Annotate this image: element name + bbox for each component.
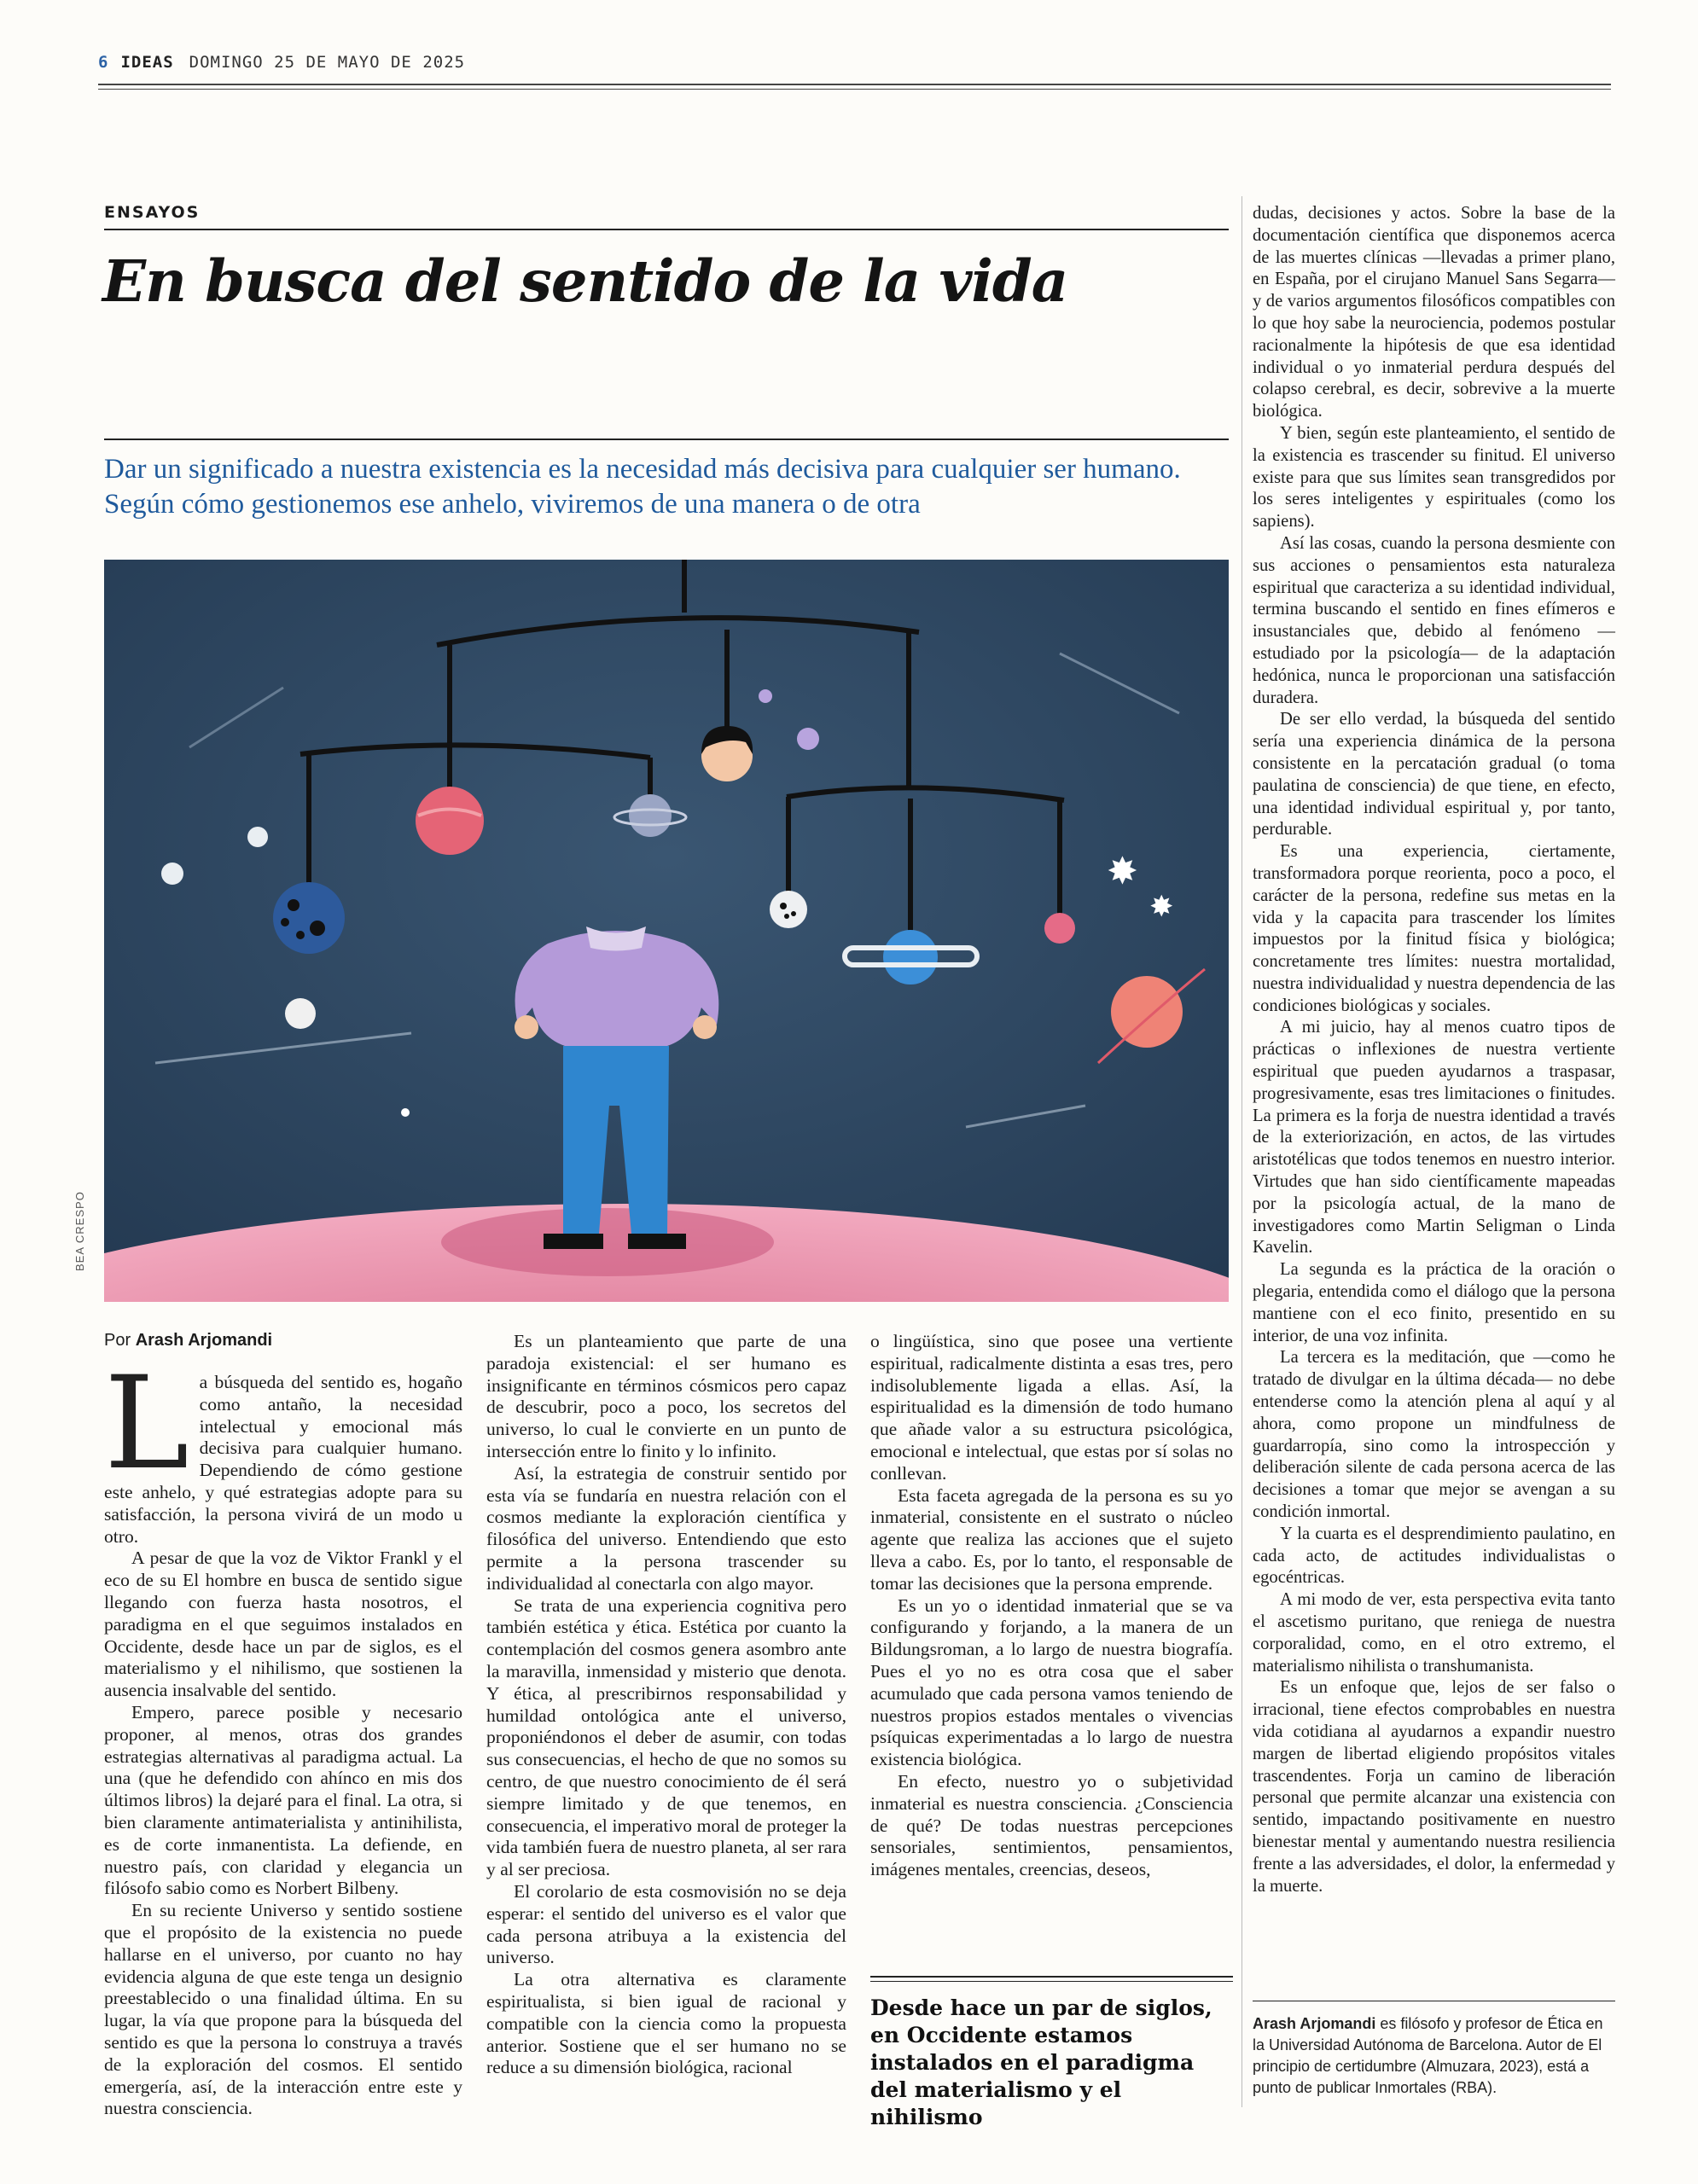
article-paragraph: El corolario de esta cosmovisión no se deja esperar: el sentido del universo es el valor que cada persona atribuya a la existencia del universo. [486,1880,846,1968]
svg-text:✸: ✸ [1149,890,1174,924]
illustration-credit: BEA CRESPO [73,1191,86,1271]
article-paragraph: Se trata de una experiencia cognitiva pero también estética y ética. Estética por cuanto la contemplación del cosmos genera asombro ante la maravilla, inmensidad y misterio que denota. Y ética, al prescribirnos responsabilidad y humildad ontológica ante el universo, proponiéndonos el deber de asumir, con todas sus consecuencias, el hecho de que no somos su centro, de que nuestro conocimiento de él será siempre limitado y de que tenemos, en consecuencia, el imperativo moral de proteger la vida también fuera de nuestro planeta, al ser rara y al ser preciosa. [486,1594,846,1880]
page-folio [98,53,465,72]
article-paragraph: Y la cuarta es el desprendimiento paulatino, en cada acto, de actitudes individualistas o egocéntricas. [1253,1524,1615,1588]
article-paragraph: La tercera es la meditación, que —como he tratado de divulgar en la última década— no debe entenderse como la atención plena al aquí y al ahora, como propone un mindfulness de guardarropía, sino como la introspección y deliberación silente de cada persona acerca de las decisiones a tomar que mejor se avengan a su condición inmortal. [1253,1348,1615,1522]
drop-cap: L [104,1350,189,1498]
headline: En busca del sentido de la vida [102,247,1068,315]
article-paragraph: Es un planteamiento que parte de una paradoja existencial: el ser humano es insignificante en términos cósmicos pero capaz de descubrir, poco a poco, los secretos del universo, lo cual le convierte en un punto de intersección entre lo finito y lo infinito. [486,1331,846,1461]
article-paragraph: o lingüística, sino que posee una vertiente espiritual, radicalmente distinta a esas tres, pero indisolublemente ligada a ellas. Así, la espiritualidad es la dimensión de todo humano que añade valor a su estructura psicológica, emocional e intelectual, que estas por sí solas no conllevan. [870,1331,1233,1484]
article-paragraph: A mi juicio, hay al menos cuatro tipos de prácticas o inflexiones de nuestra vertiente espiritual que pueden ayudarnos a traspasar, progresivamente, esas tres limitaciones o finitudes. La primera es la forja de nuestra identidad a través de la exteriorización, en actos, de las virtudes aristotélicas que todos tenemos en nuestro interior. Virtudes que han sido científicamente mapeadas por la psicología actual, de la mano de investigadores como Martin Seligman o Linda Kavelin. [1253,1018,1615,1258]
article-paragraph: Así, la estrategia de construir sentido por esta vía se fundaría en nuestra relación con el cosmos mediante la exploración científica y filosófica del universo. Entendiendo que esto permite a la persona trascender su individualidad al conectarla con algo mayor. [486,1462,846,1594]
article-paragraph: A mi modo de ver, esta perspectiva evita tanto el ascetismo puritano, que reniega de nuestra corporalidad, como, en el otro extremo, el materialismo nihilista o transhumanista. [1253,1590,1615,1676]
svg-text:✸: ✸ [1107,850,1138,893]
article-paragraph: A pesar de que la voz de Viktor Frankl y el eco de su El hombre en busca de sentido sigue llegando con fuerza hasta nosotros, el paradigma en el que seguimos instalados en Occidente, desde hace un par de siglos, es el materialismo y el nihilismo, que sostienen la ausencia insalvable del sentido. [104,1548,462,1701]
kicker-rule [104,229,1229,230]
pull-quote-rule-top [870,1976,1233,1978]
section-kicker: ENSAYOS [104,203,201,222]
article-paragraph: De ser ello verdad, la búsqueda del sentido sería una experiencia dinámica de la persona consistente en la percatación gradual (o toma paulatina de consciencia) de que tiene, en efecto, una identidad individual espiritual y, por tanto, perdurable. [1253,710,1615,839]
issue-date: DOMINGO 25 DE MAYO DE 2025 [189,53,466,72]
article-paragraph: Es un yo o identidad inmaterial que se va configurando y forjando, a la manera de un Bildungsroman, a lo largo de nuestra biografía. Pues el yo no es otra cosa que el saber acumulado que cada persona vamos teniendo de nuestros propios estados mentales o vivencias psíquicas experimentadas a lo largo de nuestra existencia biológica. [870,1594,1233,1770]
folio-rule-bottom [98,89,1611,90]
bio-text: es filósofo y profesor de Ética en la Universidad Autónoma de Barcelona. Autor de El principio de certidumbre (Almuzara, 2023), está a punto de publicar Inmortales (RBA). [1253,2015,1603,2096]
byline [104,1331,272,1350]
page-number: 6 [98,53,109,72]
dek-rule [104,439,1229,440]
article-paragraph: En efecto, nuestro yo o subjetividad inmaterial es nuestra consciencia. ¿Consciencia de qué? De todas nuestras percepciones sensoriales, sentimientos, pensamientos, imágenes mentales, creencias, deseos, [870,1770,1233,1880]
byline-author: Arash Arjomandi [135,1331,273,1350]
article-paragraph: dudas, decisiones y actos. Sobre la base de la documentación científica que disponemos acerca de las muertes clínicas —llevadas a primer plano, en España, por el cirujano Manuel Sans Segarra— y de varios argumentos filosóficos compatibles con lo que hoy sabe la neurociencia, podemos postular racionalmente la hipótesis de que esa identidad individual o yo inmaterial perdura después del colapso cerebral, es decir, sobrevive a la muerte biológica. [1253,204,1615,421]
pull-quote-rule-bottom [870,1981,1233,1982]
article-paragraph: La búsqueda del sentido es, hogaño como antaño, la necesidad intelectual y emocional más decisiva para cualquier humano. Dependiendo de cómo gestione este anhelo, y qué estrategias adopte para su satisfacción, la persona vivirá de un modo u otro. [104,1350,462,1547]
byline-prefix: Por [104,1331,131,1350]
article-paragraph: En su reciente Universo y sentido sostiene que el propósito de la existencia no puede hallarse en el universo, por cuanto no hay evidencia alguna de que este tenga un designio preestablecido o una finalidad última. En su lugar, la vía que propone para la búsqueda del sentido es que la persona lo construya a través de la exploración del cosmos. El sentido emergería, así, de la interacción entre este y nuestra consciencia. [104,1900,462,2119]
folio-rule-top [98,84,1611,85]
article-column-3 [870,1331,1233,1881]
pull-quote: Desde hace un par de siglos, en Occidente estamos instalados en el paradigma del materialismo y el nihilismo [870,1995,1212,2129]
article-column-1 [104,1350,462,2120]
article-paragraph: Es un enfoque que, lejos de ser falso o irracional, tiene efectos comprobables en nuestra vida cotidiana al ayudarnos a expandir nuestro margen de libertad eligiendo propósitos vitales trascendentes. Forja un camino de liberación personal que permite alcanzar una existencia con sentido, impactando positivamente en nuestro bienestar mental y aumentando nuestra resiliencia frente a las adversidades, el dolor, la enfermedad y la muerte. [1253,1678,1615,1896]
article-paragraph: La otra alternativa es claramente espiritualista, si bien igual de racional y compatible con la ciencia como la propuesta anterior. Sostiene que el ser humano no se reduce a su dimensión biológica, racional [486,1969,846,2078]
article-paragraph: Así las cosas, cuando la persona desmiente con sus acciones o pensamientos esta naturaleza espiritual que caracteriza a su identidad individual, termina buscando el sentido en fines efímeros e insustanciales que, debido al fenómeno —estudiado por la psicología— de la adaptación hedónica, nunca le proporcionan una satisfacción duradera. [1253,533,1615,707]
article-column-2 [486,1331,846,2079]
author-bio [1253,2013,1615,2099]
article-paragraph: La segunda es la práctica de la oración o plegaria, entendida como el diálogo que la persona mantiene con el eco finito, presentido en su interior, de una voz infinita. [1253,1260,1615,1345]
article-paragraph: Esta faceta agregada de la persona es su yo inmaterial, consistente en el sustrato o núcleo agente que realiza las acciones que el sujeto lleva a cabo. Es, por lo tanto, el responsable de tomar las decisiones que la persona emprende. [870,1484,1233,1594]
article-paragraph: Empero, parece posible y necesario proponer, al menos, otras dos grandes estrategias alternativas al paradigma actual. La una (que he defendido con ahínco en mis dos últimos libros) la dejaré para el final. La otra, si bien claramente antimaterialista y antinihilista, es de corte inmanentista. La defiende, en nuestro país, con claridad y elegancia un filósofo sabio como es Norbert Bilbeny. [104,1701,462,1899]
dek: Dar un significado a nuestra existencia es la necesidad más decisiva para cualquier ser humano. Según cómo gestionemos ese anhelo, viviremos de una manera o de otra [104,454,1181,520]
article-paragraph: Es una experiencia, ciertamente, transformadora porque reorienta, poco a poco, el carácter de la persona, redefine sus metas en la vida y la capacita para trascender los límites impuestos por la finitud física y biológica; concretamente tres límites: nuestra mortalidad, nuestra individualidad y nuestra dependencia de las condiciones biológicas y sociales. [1253,842,1615,1015]
article-column-4 [1253,203,1615,1897]
illustration [104,560,1229,1302]
article-paragraph: Y bien, según este planteamiento, el sentido de la existencia es trascender su finitud. El universo existe para que sus límites sean transgredidos por los seres inteligentes y espirituales (como los sapiens). [1253,423,1615,531]
section-name: IDEAS [120,53,174,72]
bio-name: Arash Arjomandi [1253,2015,1376,2032]
